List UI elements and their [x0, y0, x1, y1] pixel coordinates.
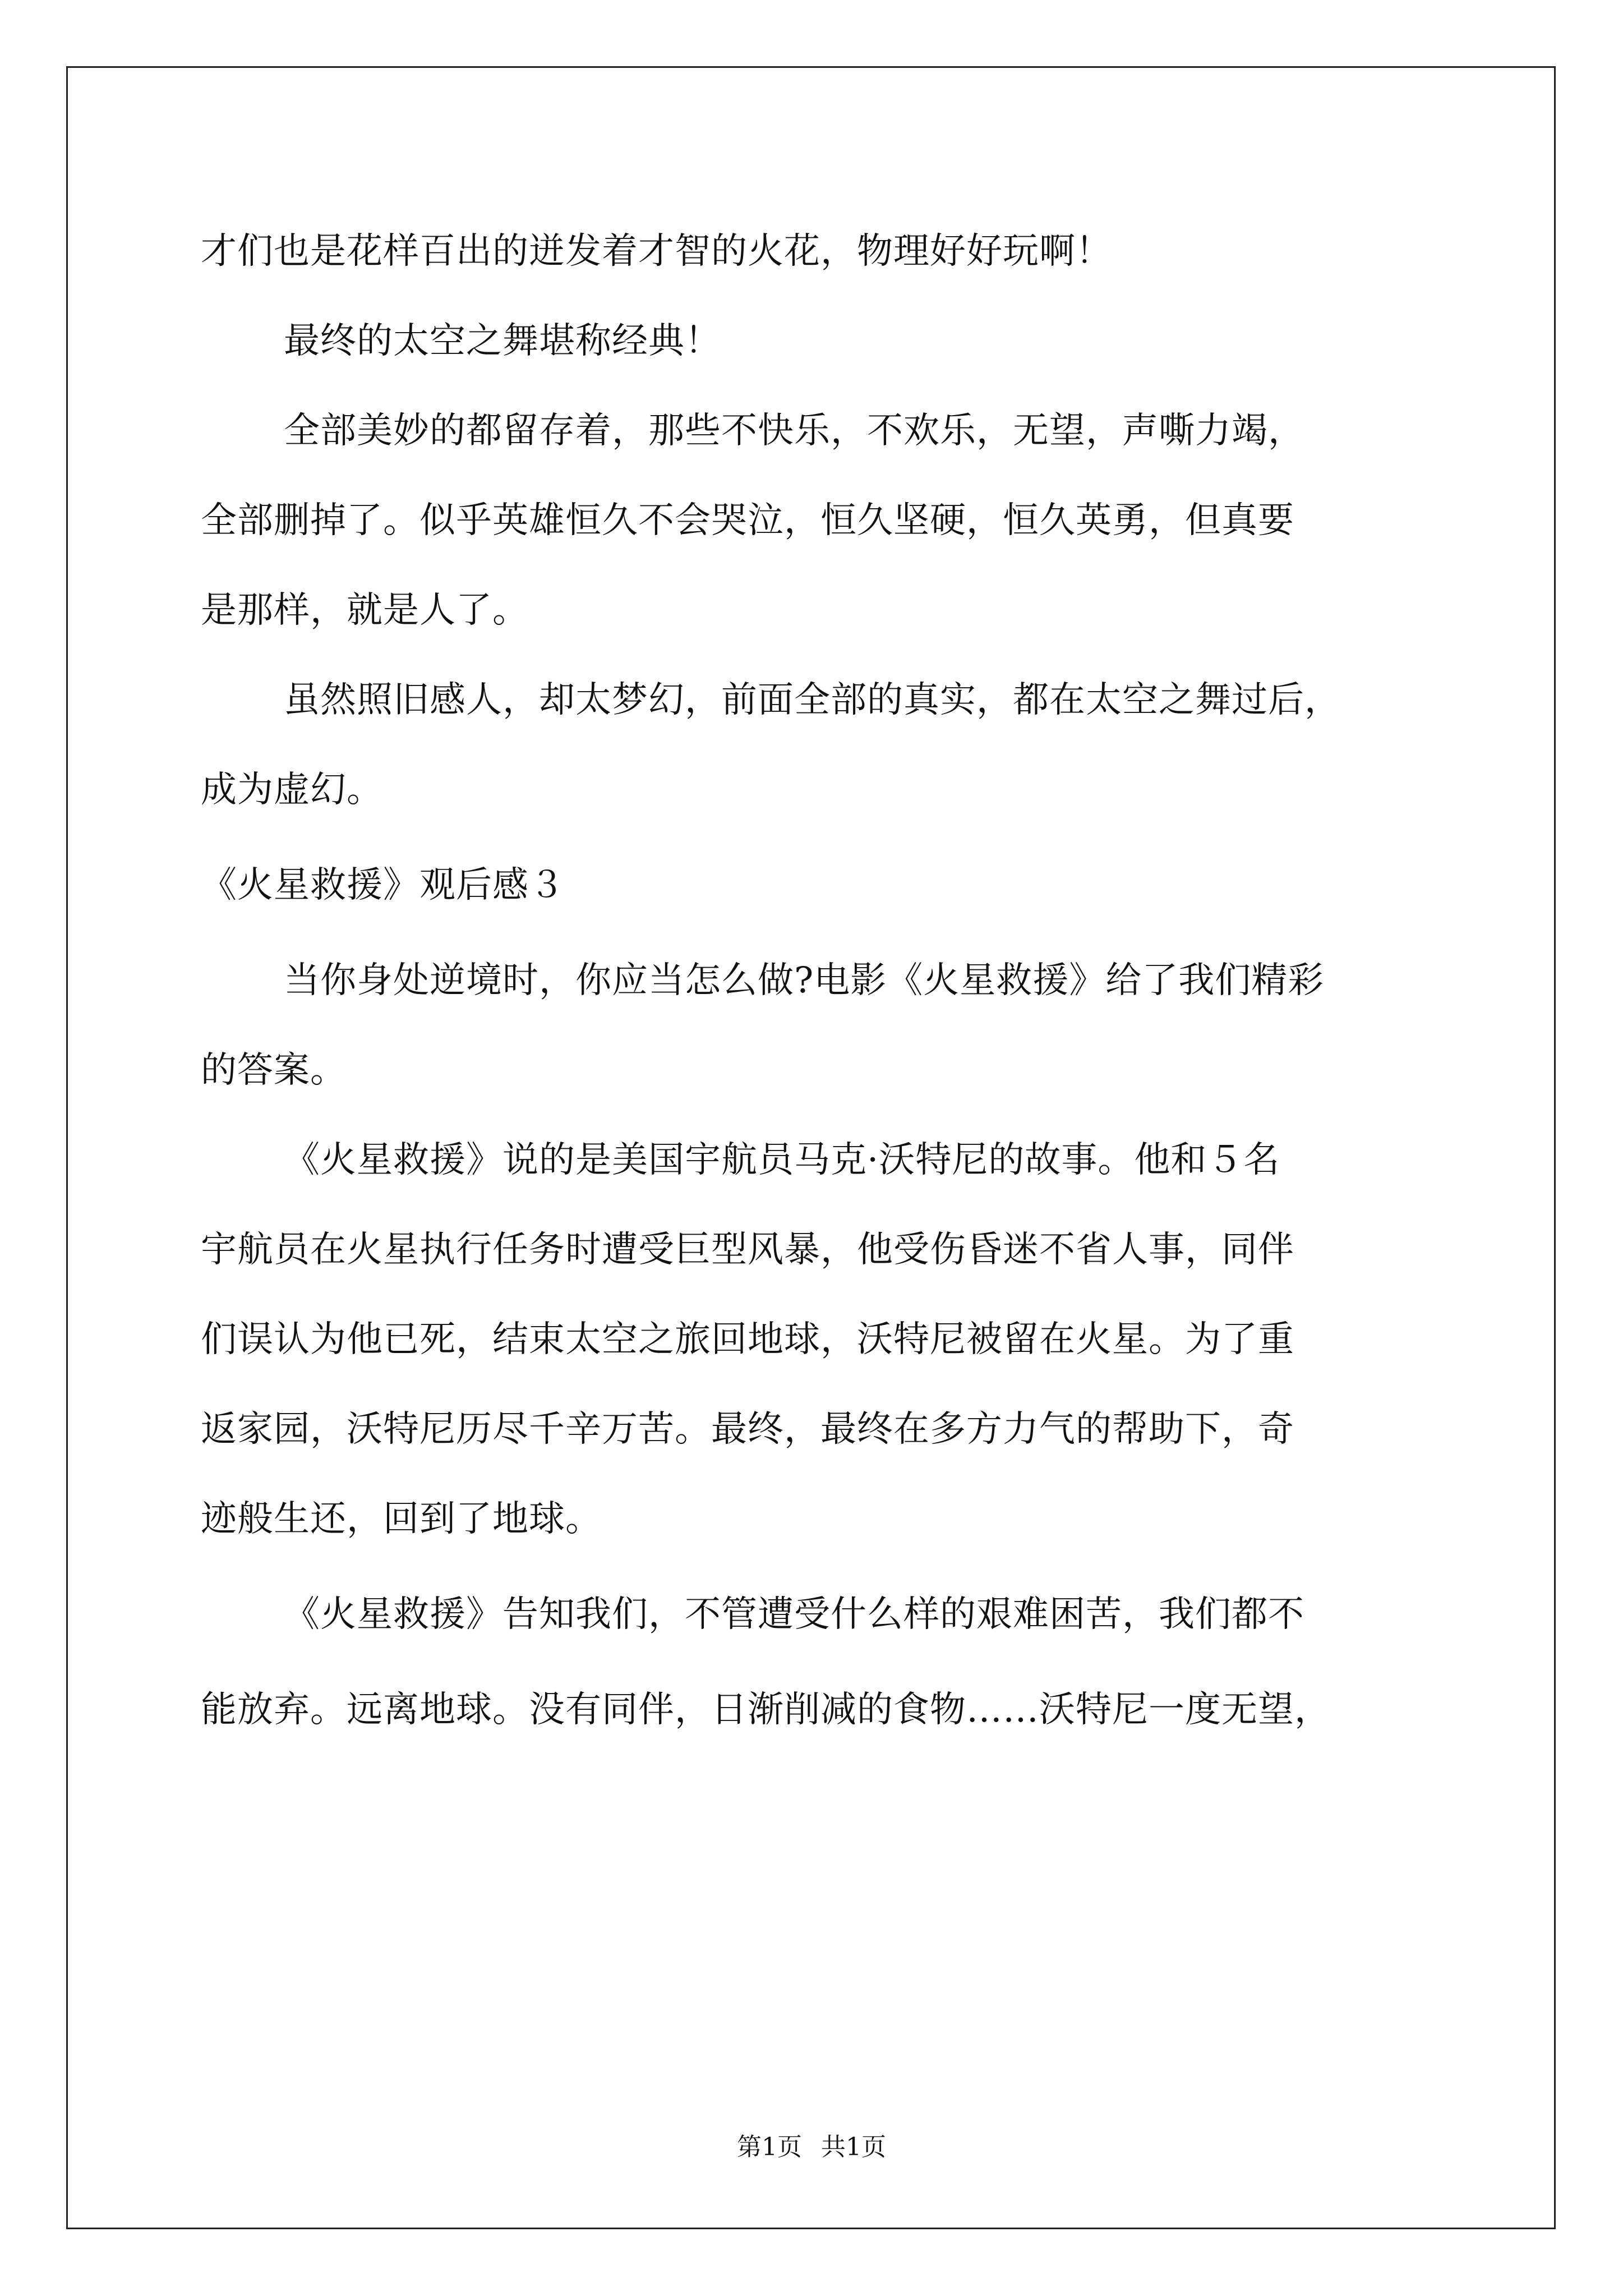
text-line: 迹般生还，回到了地球。	[201, 1498, 602, 1540]
page-total: 共1页	[821, 2133, 886, 2161]
text-line: 是那样，就是人了。	[201, 590, 529, 631]
text-line: 《火星救援》告知我们，不管遭受什么样的艰难困苦，我们都不	[284, 1594, 1304, 1635]
text-line: 虽然照旧感人，却太梦幻，前面全部的真实，都在太空之舞过后，	[284, 679, 1341, 721]
text-line: 返家园，沃特尼历尽千辛万苦。最终，最终在多方力气的帮助下，奇	[201, 1409, 1294, 1450]
text-line: 成为虚幻。	[201, 769, 383, 811]
text-line: 全部删掉了。似乎英雄恒久不会哭泣，恒久坚硬，恒久英勇，但真要	[201, 500, 1294, 541]
section-heading: 《火星救援》观后感３	[201, 864, 565, 906]
page-footer	[0, 2132, 1623, 2163]
text-line: 宇航员在火星执行任务时遭受巨型风暴，他受伤昏迷不省人事，同伴	[201, 1229, 1294, 1271]
text-line: 《火星救援》说的是美国宇航员马克·沃特尼的故事。他和５名	[284, 1139, 1280, 1181]
text-line: 们误认为他已死，结束太空之旅回地球，沃特尼被留在火星。为了重	[201, 1319, 1294, 1360]
page-number: 第1页	[737, 2133, 802, 2161]
text-line: 全部美妙的都留存着，那些不快乐，不欢乐，无望，声嘶力竭，	[284, 410, 1304, 452]
text-line: 最终的太空之舞堪称经典！	[284, 320, 721, 362]
text-line: 能放弃。远离地球。没有同伴，日渐削减的食物……沃特尼一度无望，	[201, 1689, 1331, 1731]
text-line: 当你身处逆境时，你应当怎么做?电影《火星救援》给了我们精彩	[284, 960, 1325, 1001]
text-line: 的答案。	[201, 1050, 347, 1091]
text-line: 才们也是花样百出的迸发着才智的火花，物理好好玩啊！	[201, 231, 1112, 272]
